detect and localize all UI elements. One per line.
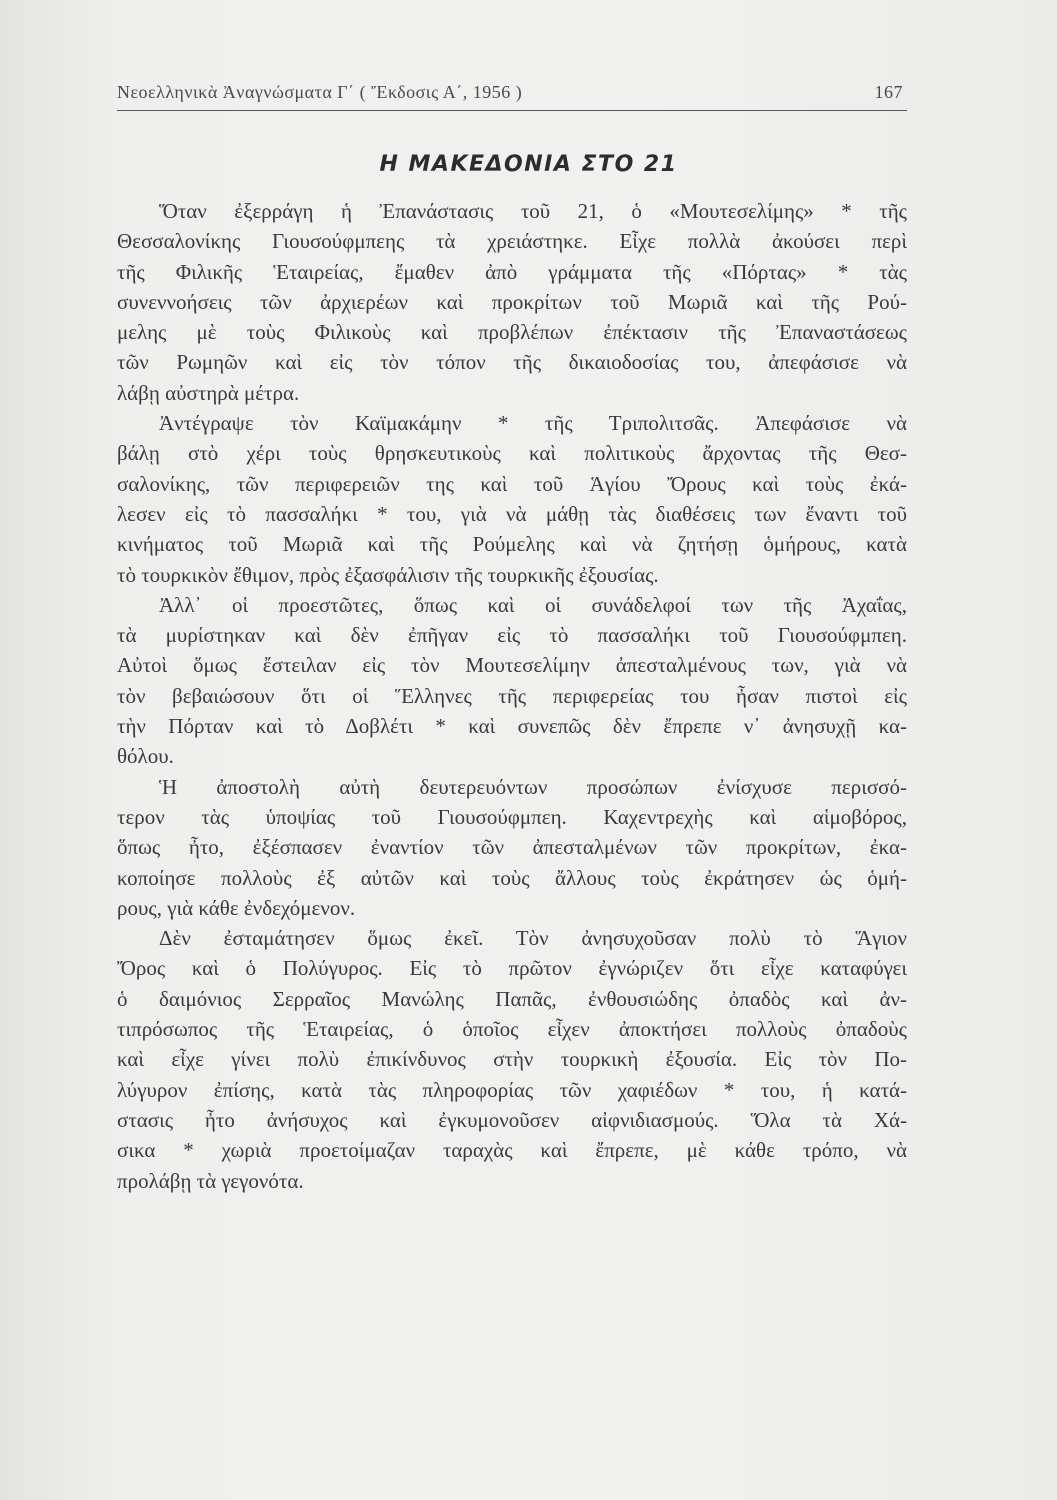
text-line: σαλονίκης, τῶν περιφερειῶν της καὶ τοῦ Ἁγίου Ὄρους καὶ τοὺς ἐκά- xyxy=(117,471,907,496)
text-line: ὅπως ἦτο, ἐξέσπασεν ἐναντίον τῶν ἀπεσταλμένων τῶν προκρίτων, ἐκα- xyxy=(117,835,907,860)
text-line: τὴν Πόρταν καὶ τὸ Δοβλέτι * καὶ συνεπῶς δὲν ἔπρεπε ν᾿ ἀνησυχῇ κα- xyxy=(117,714,907,739)
text-line: σικα * χωριὰ προετοίμαζαν ταραχὰς καὶ ἔπρεπε, μὲ κάθε τρόπο, νὰ xyxy=(117,1138,907,1163)
running-title: Νεοελληνικὰ Ἀναγνώσματα Γ΄ ( Ἔκδοσις Α΄, 1956 ) xyxy=(117,82,523,102)
chapter-title: Η ΜΑΚΕΔΟΝΙΑ ΣΤΟ 21 xyxy=(379,152,678,177)
text-line: Ὄρος καὶ ὁ Πολύγυρος. Εἰς τὸ πρῶτον ἐγνώριζεν ὅτι εἶχε καταφύγει xyxy=(117,956,907,981)
text-line: συνεννοήσεις τῶν ἀρχιερέων καὶ προκρίτων τοῦ Μωριᾶ καὶ τῆς Ρού- xyxy=(117,289,907,314)
text-line: τερον τὰς ὑποψίας τοῦ Γιουσούφμπεη. Καχεντρεχὴς καὶ αἱμοβόρος, xyxy=(117,804,907,829)
text-line: Ἀλλ᾿ οἱ προεστῶτες, ὅπως καὶ οἱ συνάδελφοί των τῆς Ἀχαΐας, xyxy=(159,592,907,617)
text-line: ὁ δαιμόνιος Σερραῖος Μανώλης Παπᾶς, ἐνθουσιώδης ὀπαδὸς καὶ ἀν- xyxy=(117,986,907,1011)
text-line: κινήματος τοῦ Μωριᾶ καὶ τῆς Ρούμελης καὶ νὰ ζητήσῃ ὁμήρους, κατὰ xyxy=(117,532,907,557)
text-line: τὸν βεβαιώσουν ὅτι οἱ Ἕλληνες τῆς περιφερείας του ἦσαν πιστοὶ εἰς xyxy=(117,683,907,708)
running-header xyxy=(117,80,907,111)
text-line: Θεσσαλονίκης Γιουσούφμπεης τὰ χρειάστηκε. Εἶχε πολλὰ ἀκούσει περὶ xyxy=(117,229,907,254)
text-line: τιπρόσωπος τῆς Ἑταιρείας, ὁ ὁποῖος εἶχεν ἀποκτήσει πολλοὺς ὀπαδοὺς xyxy=(117,1017,907,1042)
page-number: 167 xyxy=(874,82,903,102)
text-line: καὶ εἶχε γίνει πολὺ ἐπικίνδυνος στὴν τουρκικὴ ἐξουσία. Εἰς τὸν Πο- xyxy=(117,1047,907,1072)
text-line: Ἀντέγραψε τὸν Καϊμακάμην * τῆς Τριπολιτσᾶς. Ἀπεφάσισε νὰ xyxy=(159,411,907,436)
text-line: Ὅταν ἐξερράγη ἡ Ἐπανάστασις τοῦ 21, ὁ «Μουτεσελίμης» * τῆς xyxy=(159,199,907,223)
text-line: Δὲν ἐσταμάτησεν ὅμως ἐκεῖ. Τὸν ἀνησυχοῦσαν πολὺ τὸ Ἅγιον xyxy=(159,926,907,951)
text-line: κοποίησε πολλοὺς ἐξ αὐτῶν καὶ τοὺς ἄλλους τοὺς ἐκράτησεν ὡς ὁμή- xyxy=(117,865,907,890)
text-line: προλάβῃ τὰ γεγονότα. xyxy=(117,1168,304,1193)
text-line: λεσεν εἰς τὸ πασσαλήκι * του, γιὰ νὰ μάθῃ τὰς διαθέσεις των ἔναντι τοῦ xyxy=(117,501,907,526)
text-line: στασις ἦτο ἀνήσυχος καὶ ἐγκυμονοῦσεν αἰφνιδιασμούς. Ὅλα τὰ Χά- xyxy=(117,1107,907,1132)
text-line: Αὐτοὶ ὅμως ἔστειλαν εἰς τὸν Μουτεσελίμην ἀπεσταλμένους των, γιὰ νὰ xyxy=(117,653,907,678)
text-line: τὰ μυρίστηκαν καὶ δὲν ἐπῆγαν εἰς τὸ πασσαλήκι τοῦ Γιουσούφμπεη. xyxy=(117,623,907,648)
text-line: μελης μὲ τοὺς Φιλικοὺς καὶ προβλέπων ἐπέκτασιν τῆς Ἐπαναστάσεως xyxy=(117,320,907,345)
text-line: λάβῃ αὐστηρὰ μέτρα. xyxy=(117,380,300,405)
text-line: θόλου. xyxy=(117,744,174,769)
text-line: βάλῃ στὸ χέρι τοὺς θρησκευτικοὺς καὶ πολιτικοὺς ἄρχοντας τῆς Θεσ- xyxy=(117,441,907,466)
text-line: τὸ τουρκικὸν ἔθιμον, πρὸς ἐξασφάλισιν τῆς τουρκικῆς ἐξουσίας. xyxy=(117,562,659,587)
text-line: λύγυρον ἐπίσης, κατὰ τὰς πληροφορίας τῶν χαφιέδων * του, ἡ κατά- xyxy=(117,1077,907,1102)
text-line: τῶν Ρωμηῶν καὶ εἰς τὸν τόπον τῆς δικαιοδοσίας του, ἀπεφάσισε νὰ xyxy=(117,350,907,375)
body-text xyxy=(117,196,907,1196)
text-line: ρους, γιὰ κάθε ἐνδεχόμενον. xyxy=(117,895,356,920)
text-line: τῆς Φιλικῆς Ἑταιρείας, ἔμαθεν ἀπὸ γράμματα τῆς «Πόρτας» * τὰς xyxy=(117,259,907,284)
text-line: Ἡ ἀποστολὴ αὐτὴ δευτερευόντων προσώπων ἐνίσχυσε περισσό- xyxy=(159,774,907,799)
